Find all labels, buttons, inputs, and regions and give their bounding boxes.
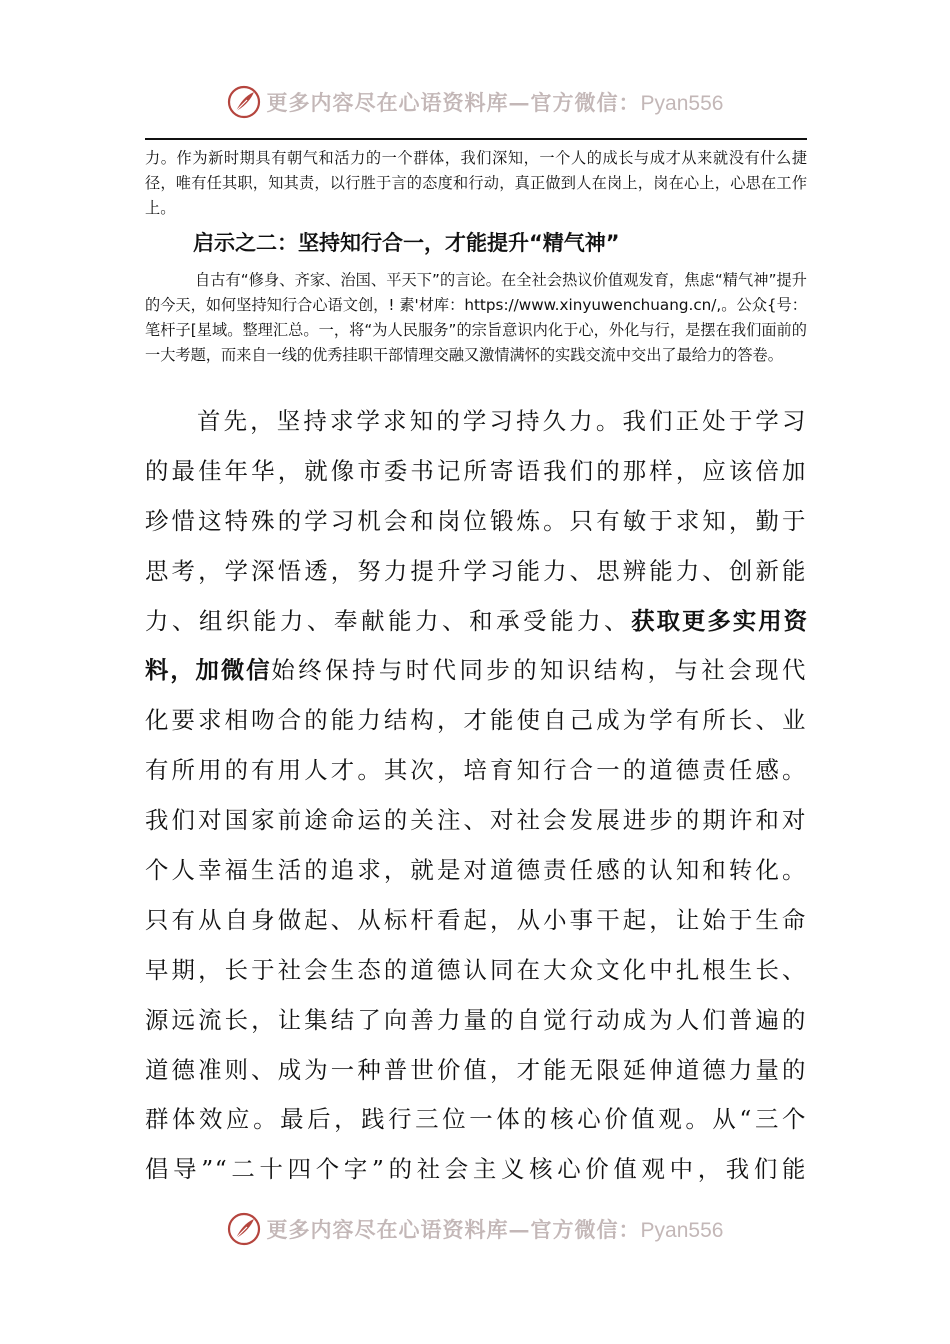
- body-line: 珍惜这特殊的学习机会和岗位锻炼。只有敏于求知，勤于: [145, 506, 807, 535]
- body-line: 只有从自身做起、从标杆看起，从小事干起，让始于生命: [145, 905, 807, 934]
- inline-ad-text: 料，加微信: [145, 656, 272, 685]
- footer-watermark-banner: [0, 1207, 950, 1251]
- body-line: 有所用的有用人才。其次，培育知行合一的道德责任感。: [145, 756, 807, 785]
- quote-paragraph: 自古有“修身、齐家、治国、平天下”的言论。在全社会热议价值观发育，焦虑“精气神”提升的今天，如何坚持知行合心语文创，! 素'材库：https://www.xinyuwenchuang.cn/,。公众{号：笔杆子[星域。整理汇总。一，将“为人民服务”的宗旨意识内化于心，外化与行，是摆在我们面前的一大考题，而来自一线的优秀挂职干部情理交融又激情满怀的实践交流中交出了最给力的答卷。: [145, 271, 807, 364]
- body-line: 倡导”“二十四个字”的社会主义核心价值观中，我们能: [145, 1155, 807, 1184]
- inline-ad-text: 获取更多实用资: [631, 606, 807, 635]
- quill-logo-icon: [227, 85, 261, 119]
- banner-text: 更多内容尽在心语资料库—官方微信：Pyan556: [266, 90, 724, 115]
- header-divider: [145, 138, 807, 140]
- section-heading: 启示之二：坚持知行合一，才能提升“精气神”: [193, 231, 620, 255]
- body-line: 思考，学深悟透，努力提升学习能力、思辨能力、创新能: [145, 556, 807, 585]
- body-line: 源远流长，让集结了向善力量的自觉行动成为人们普遍的: [145, 1005, 807, 1034]
- body-line: 首先，坚持求学求知的学习持久力。我们正处于学习: [197, 407, 807, 435]
- body-line: 化要求相吻合的能力结构，才能使自己成为学有所长、业: [145, 706, 807, 735]
- body-line: 群体效应。最后，践行三位一体的核心价值观。从“三个: [145, 1105, 807, 1134]
- intro-paragraph: 力。作为新时期具有朝气和活力的一个群体，我们深知，一个人的成长与成才从来就没有什么捷径，唯有任其职，知其责，以行胜于言的态度和行动，真正做到人在岗上，岗在心上，心思在工作上。: [145, 149, 807, 217]
- body-line: 早期，长于社会生态的道德认同在大众文化中扎根生长、: [145, 955, 807, 984]
- body-line: 的最佳年华，就像市委书记所寄语我们的那样，应该倍加: [145, 456, 807, 485]
- body-text: [145, 397, 807, 1195]
- body-line: 力、组织能力、奉献能力、和承受能力、获取更多实用资: [145, 606, 807, 635]
- quill-logo-icon: [227, 1212, 261, 1246]
- banner-text: 更多内容尽在心语资料库—官方微信：Pyan556: [266, 1217, 724, 1242]
- header-watermark-banner: [0, 80, 950, 124]
- body-line: 个人幸福生活的追求，就是对道德责任感的认知和转化。: [145, 856, 807, 885]
- body-line: 我们对国家前途命运的关注、对社会发展进步的期许和对: [145, 806, 807, 835]
- body-line: 料，加微信始终保持与时代同步的知识结构，与社会现代: [145, 656, 807, 685]
- body-line: 道德准则、成为一种普世价值，才能无限延伸道德力量的: [145, 1055, 807, 1084]
